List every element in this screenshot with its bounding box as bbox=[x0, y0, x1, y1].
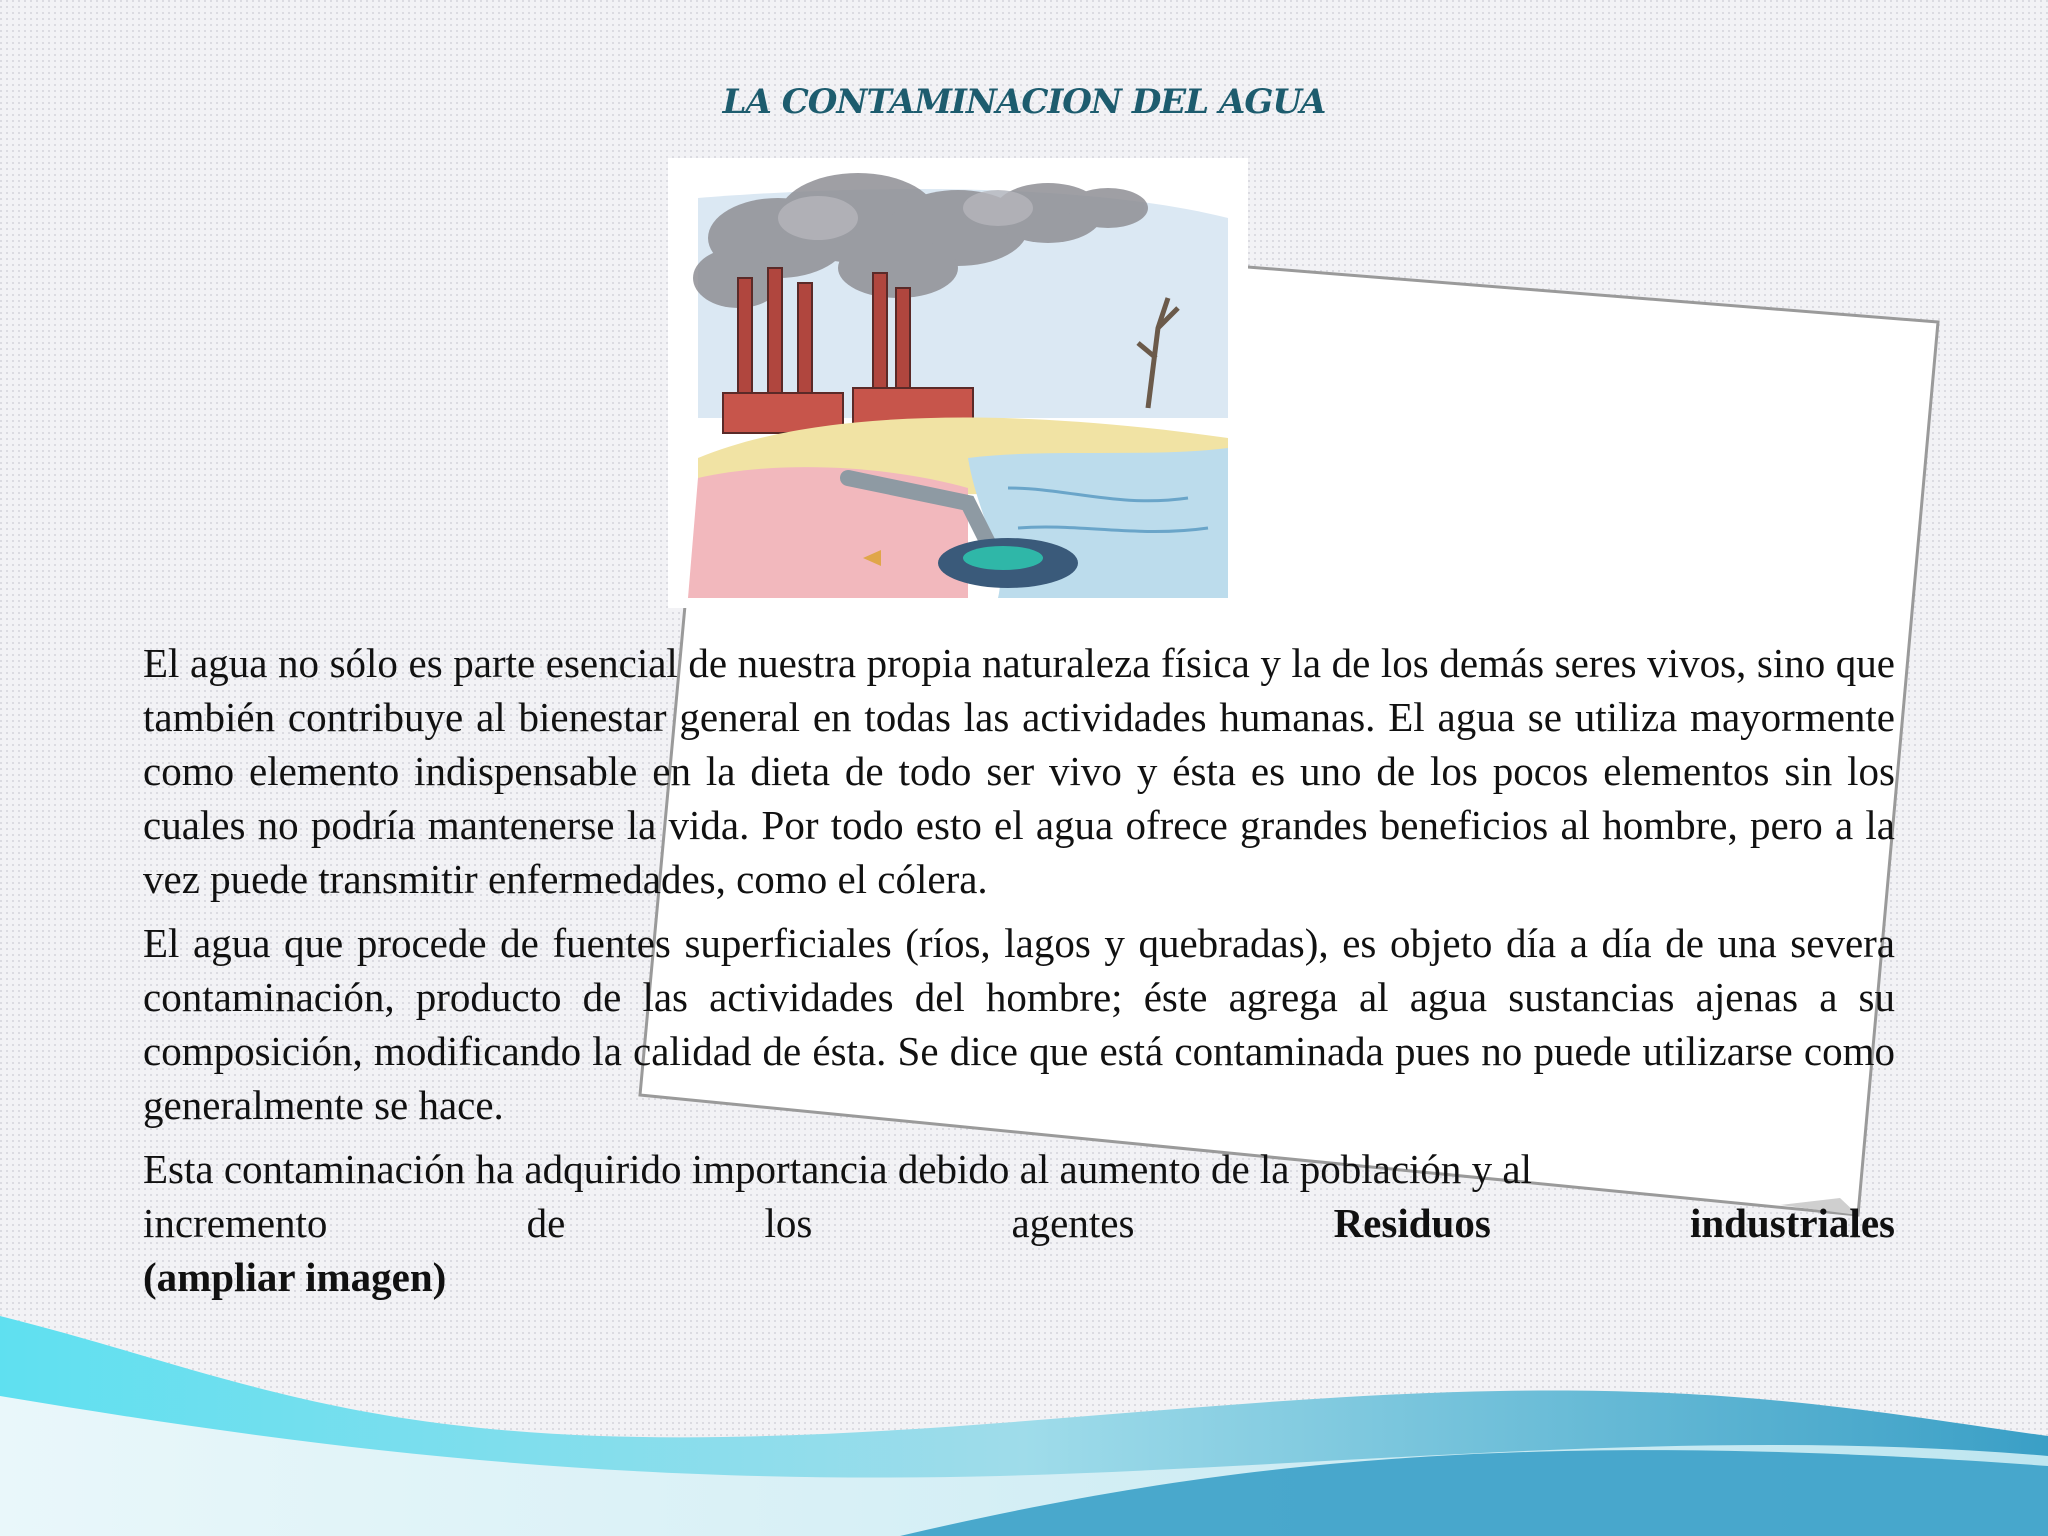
slide-title: LA CONTAMINACION DEL AGUA bbox=[722, 82, 1326, 122]
word-de: de bbox=[526, 1200, 566, 1246]
residuos-industriales-link-part1[interactable]: Residuos bbox=[1333, 1200, 1491, 1246]
paragraph-2: El agua que procede de fuentes superficiales (ríos, lagos y quebradas), es objeto día a día de una severa contaminación, producto de las actividades del hombre; éste agrega al agua sustancias ajenas a su composición, modificando la calidad de ésta. Se dice que está contaminada pues no puede utilizarse como generalmente se hace. bbox=[143, 920, 1895, 1128]
polluted-river-factory-illustration bbox=[668, 158, 1248, 608]
paragraph-3-line-2 bbox=[143, 1196, 1895, 1250]
paragraph-1: El agua no sólo es parte esencial de nuestra propia naturaleza física y la de los demás seres vivos, sino que también contribuye al bienestar general en todas las actividades humanas. El agua se utiliza mayormente como elemento indispensable en la dieta de todo ser vivo y ésta es uno de los pocos elementos sin los cuales no podría mantenerse la vida. Por todo esto el agua ofrece grandes beneficios al hombre, pero a la vez puede transmitir enfermedades, como el cólera. bbox=[143, 640, 1895, 902]
word-los: los bbox=[764, 1200, 813, 1246]
paragraph-3 bbox=[143, 1142, 1895, 1304]
paragraph-3-line-1: Esta contaminación ha adquirido importancia debido al aumento de la población y al bbox=[143, 1146, 1532, 1192]
body-text bbox=[143, 636, 1895, 1314]
residuos-industriales-link-part2[interactable]: industriales bbox=[1689, 1200, 1895, 1246]
word-incremento: incremento bbox=[143, 1200, 328, 1246]
word-agentes: agentes bbox=[1011, 1200, 1135, 1246]
ampliar-imagen-link[interactable]: (ampliar imagen) bbox=[143, 1254, 447, 1300]
